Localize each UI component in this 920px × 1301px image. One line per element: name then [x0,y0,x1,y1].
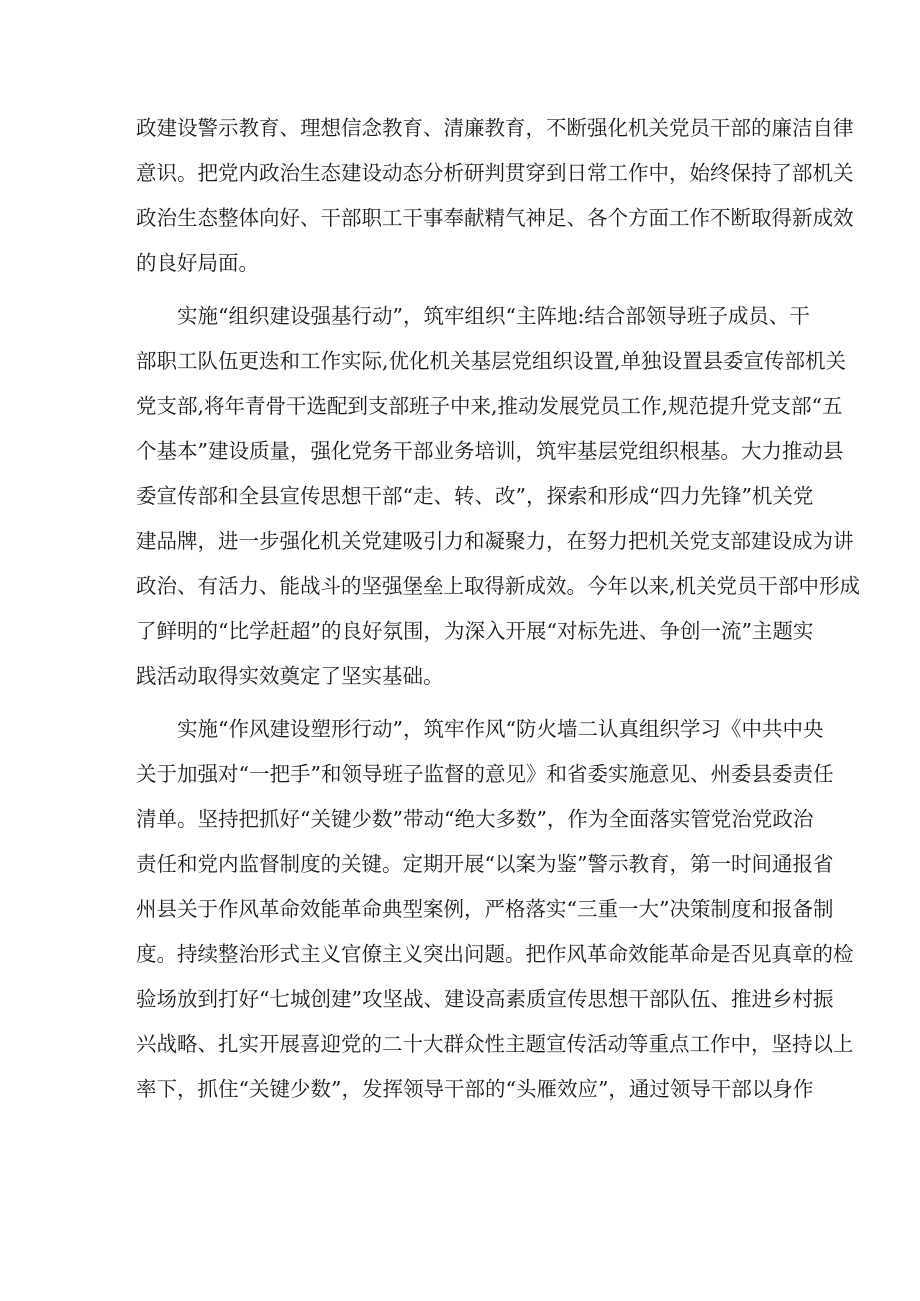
paragraph-2-line-4: 个基本”建设质量，强化党务干部业务培训，筑牢基层党组织根基。大力推动县 [136,439,844,463]
paragraph-3-line-2: 关于加强对“一把手”和领导班子监督的意见》和省委实施意见、州委县委责任 [136,762,834,786]
paragraph-1-line-1: 政建设警示教育、理想信念教育、清廉教育，不断强化机关党员干部的廉洁自律 [136,116,854,140]
paragraph-2-line-5: 委宣传部和全县宣传思想干部“走、转、改”，探索和形成“四力先锋”机关党 [136,484,814,508]
paragraph-2-line-8: 了鲜明的“比学赶超”的良好氛围，为深入开展“对标先进、争创一流”主题实 [136,619,814,643]
paragraph-1-line-3: 政治生态整体向好、干部职工干事奉献精气神足、各个方面工作不断取得新成效 [136,206,854,230]
paragraph-2-line-2: 部职工队伍更迭和工作实际,优化机关基层党组织设置,单独设置县委宣传部机关 [136,349,847,373]
paragraph-2-line-6: 建品牌，进一步强化机关党建吸引力和凝聚力，在努力把机关党支部建设成为讲 [136,529,854,553]
paragraph-3-line-4: 责任和党内监督制度的关键。定期开展“以案为鉴”警示教育，第一时间通报省 [136,852,834,876]
paragraph-3-line-5: 州县关于作风革命效能革命典型案例，严格落实“三重一大”决策制度和报备制 [136,897,834,921]
paragraph-3-line-9: 率下，抓住“关键少数”，发挥领导干部的“头雁效应”，通过领导干部以身作 [136,1077,814,1101]
paragraph-2-line-9: 践活动取得实效奠定了坚实基础。 [136,664,444,688]
paragraph-3-line-1: 实施“作风建设塑形行动”，筑牢作风“防火墙二认真组织学习《中共中央 [177,717,824,741]
paragraph-3-line-7: 验场放到打好“七城创建”攻坚战、建设高素质宣传思想干部队伍、推进乡村振 [136,987,834,1011]
paragraph-2-line-1: 实施“组织建设强基行动”，筑牢组织“主阵地:结合部领导班子成员、干 [177,304,810,328]
paragraph-2-line-7: 政治、有活力、能战斗的坚强堡垒上取得新成效。今年以来,机关党员干部中形成 [136,574,861,598]
paragraph-3-line-3: 清单。坚持把抓好“关键少数”带动“绝大多数”，作为全面落实管党治党政治 [136,807,814,831]
paragraph-1-line-4: 的良好局面。 [136,251,259,275]
paragraph-1-line-2: 意识。把党内政治生态建设动态分析研判贯穿到日常工作中，始终保持了部机关 [136,161,854,185]
paragraph-2-line-3: 党支部,将年青骨干选配到支部班子中来,推动发展党员工作,规范提升党支部“五 [136,394,843,418]
paragraph-3-line-8: 兴战略、扎实开展喜迎党的二十大群众性主题宣传活动等重点工作中，坚持以上 [136,1032,854,1056]
paragraph-3-line-6: 度。持续整治形式主义官僚主义突出问题。把作风革命效能革命是否见真章的检 [136,942,854,966]
